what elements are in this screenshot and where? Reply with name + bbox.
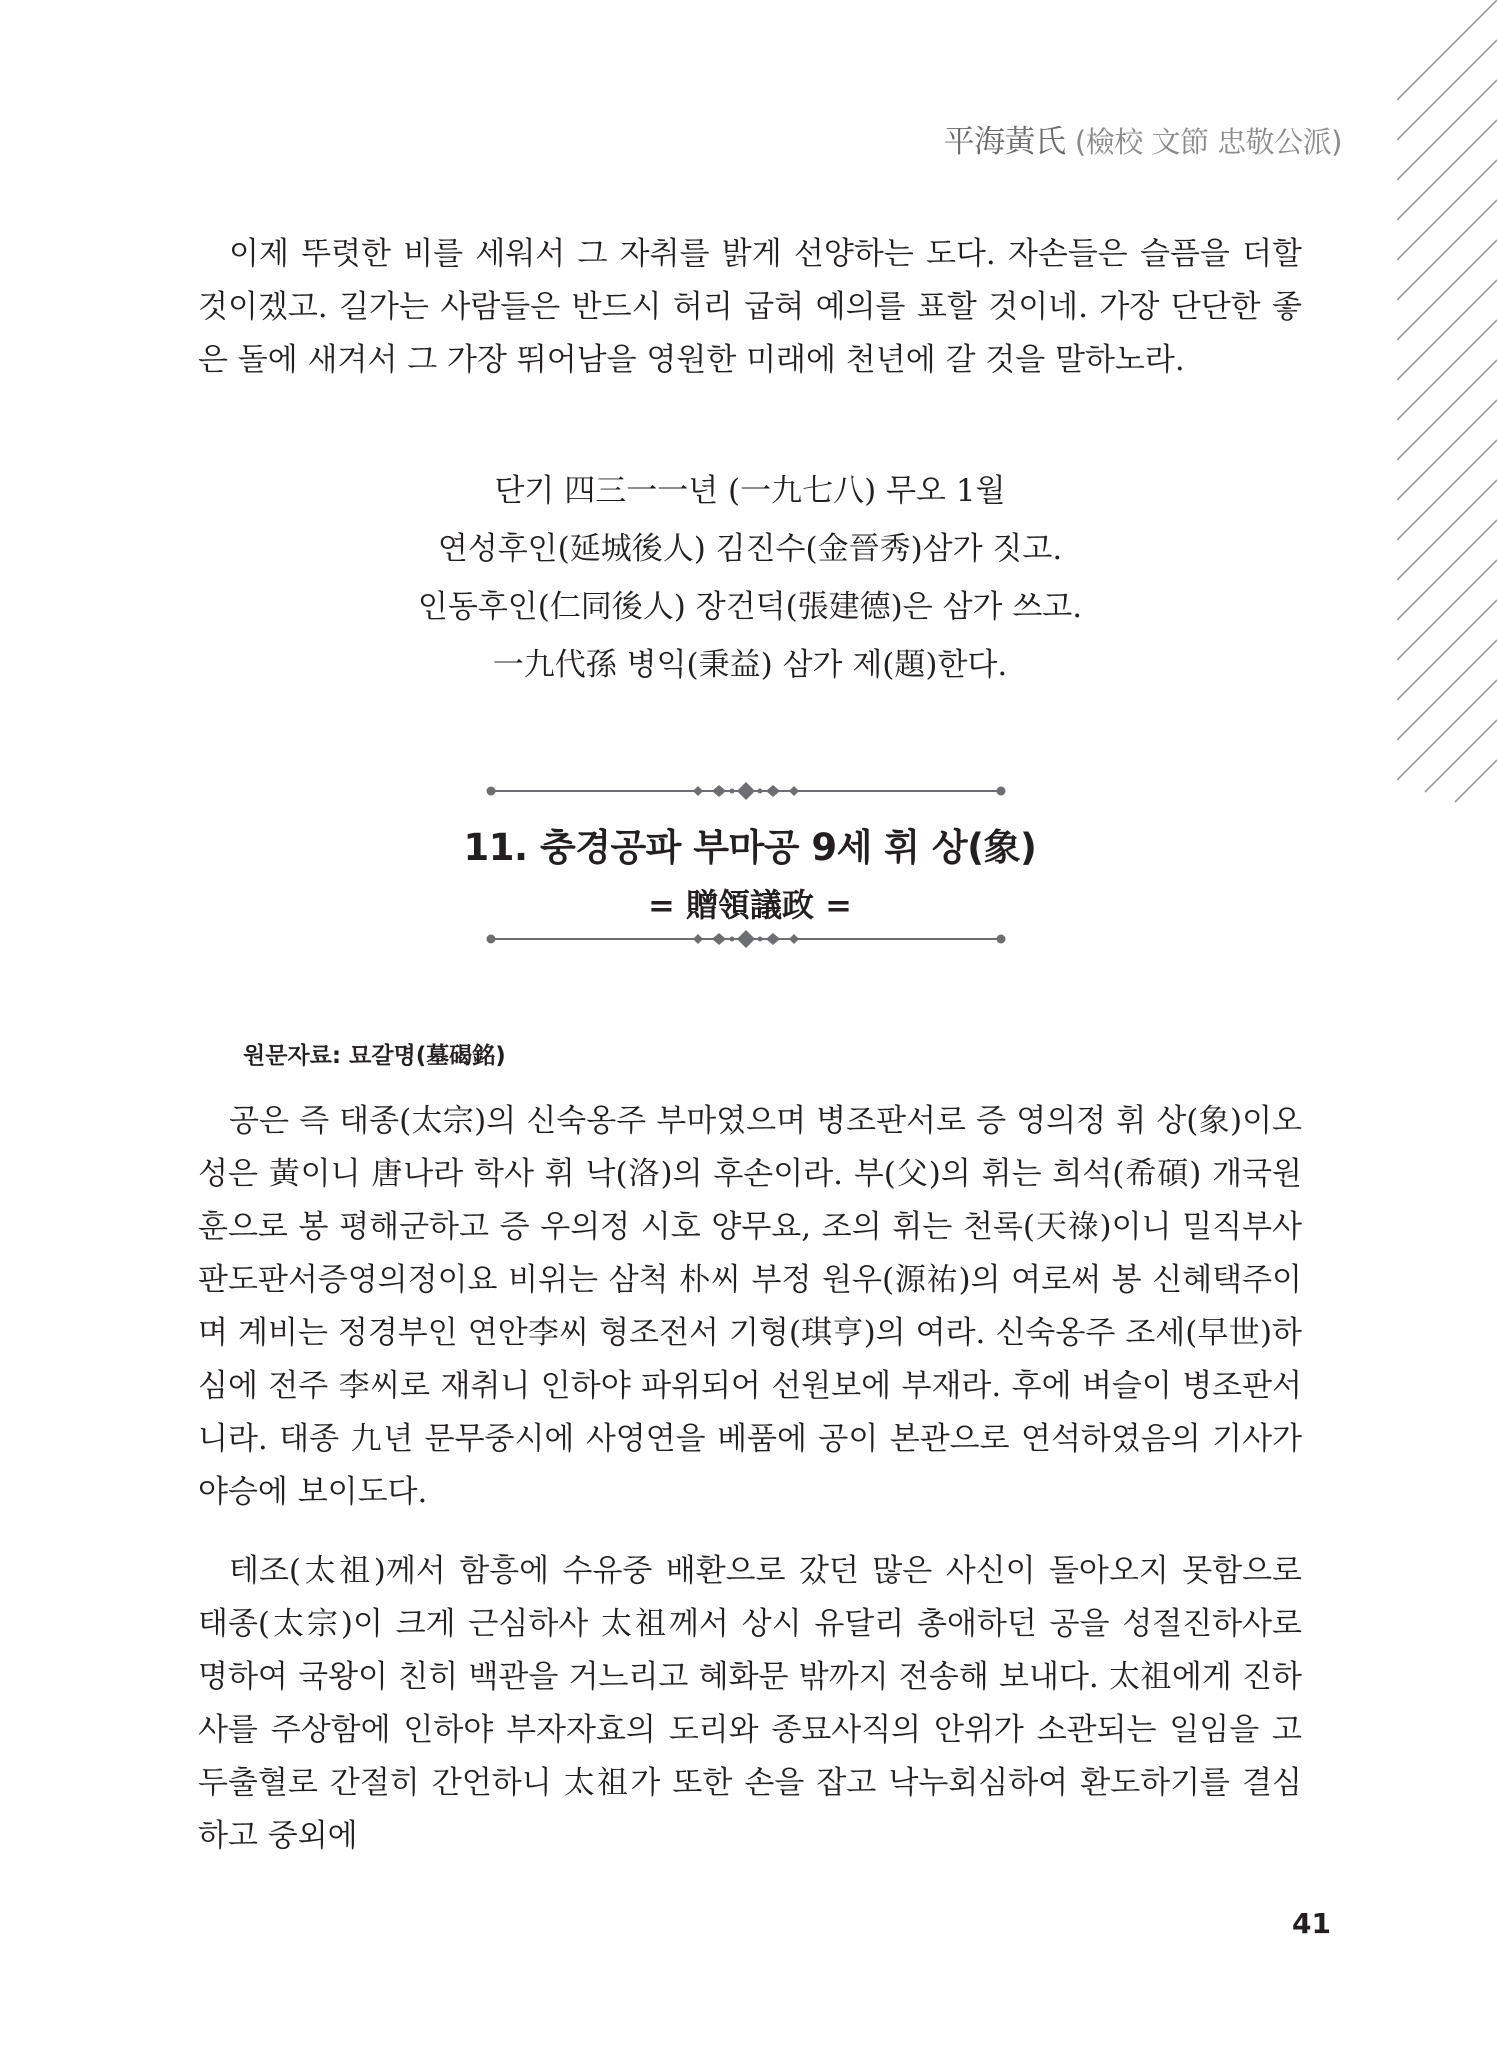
header-title-sub: (檢校 文節 忠敬公派) [1074, 125, 1342, 159]
intro-paragraph [198, 228, 1302, 387]
intro-paragraph-text: 이제 뚜렷한 비를 세워서 그 자취를 밝게 선양하는 도다. 자손들은 슬픔을 더할 것이겠고. 길가는 사람들은 반드시 허리 굽혀 예의를 표할 것이네. 가장 단단한 좋은 돌에 새겨서 그 가장 뛰어남을 영원한 미래에 천년에 갈 것을 말하노라. [198, 236, 1302, 378]
body-paragraph-1 [198, 1095, 1302, 1519]
inscription-line: 인동후인(仁同後人) 장건덕(張建德)은 삼가 쓰고. [417, 589, 1083, 625]
section-ornament-bottom [486, 928, 1006, 950]
running-header [944, 116, 1342, 161]
body-paragraph-1-text: 공은 즉 태종(太宗)의 신숙옹주 부마였으며 병조판서로 증 영의정 휘 상(象)이오 성은 黃이니 唐나라 학사 휘 낙(洛)의 후손이라. 부(父)의 휘는 희석(希碩) 개국원훈으로 봉 평해군하고 증 우의정 시호 양무요, 조의 휘는 천록(天祿)이니 밀직부사판도판서증영의정이요 비위는 삼척 朴씨 부정 원우(源祐)의 여로써 봉 신혜택주이며 계비는 정경부인 연안李씨 형조전서 기형(琪亨)의 여라. 신숙옹주 조세(早世)하심에 전주 李씨로 재취니 인하야 파위되어 선원보에 부재라. 후에 벼슬이 병조판서니라. 태종 九년 문무중시에 사영연을 베품에 공이 본관으로 연석하였음의 기사가 야승에 보이도다. [198, 1103, 1302, 1510]
section-ornament-top [486, 780, 1006, 802]
section-subtitle: = 贈領議政 = [648, 886, 852, 924]
corner-stripes-decoration [1397, 0, 1497, 810]
inscription-line: 一九代孫 병익(秉益) 삼가 제(題)한다. [492, 647, 1008, 683]
section-title: 11. 충경공파 부마공 9세 휘 상(象) [463, 826, 1037, 869]
inscription-block [198, 462, 1302, 694]
body-paragraph-2-text: 테조(太祖)께서 함흥에 수유중 배환으로 갔던 많은 사신이 돌아오지 못함으로 태종(太宗)이 크게 근심하사 太祖께서 상시 유달리 총애하던 공을 성절진하사로 명하여 국왕이 친히 백관을 거느리고 혜화문 밖까지 전송해 보내다. 太祖에게 진하사를 주상함에 인하야 부자자효의 도리와 종묘사직의 안위가 소관되는 일임을 고두출혈로 간절히 간언하니 太祖가 또한 손을 잡고 낙누회심하여 환도하기를 결심하고 중외에 [198, 1553, 1302, 1854]
header-title-main: 平海黃氏 [943, 124, 1066, 160]
inscription-line: 단기 四三一一년 (一九七八) 무오 1월 [494, 473, 1006, 509]
source-label: 원문자료: 묘갈명(墓碣銘) [243, 1043, 506, 1069]
page-number: 41 [1292, 1907, 1331, 1940]
body-paragraph-2 [198, 1545, 1302, 1863]
inscription-line: 연성후인(延城後人) 김진수(金晉秀)삼가 짓고. [437, 531, 1063, 567]
